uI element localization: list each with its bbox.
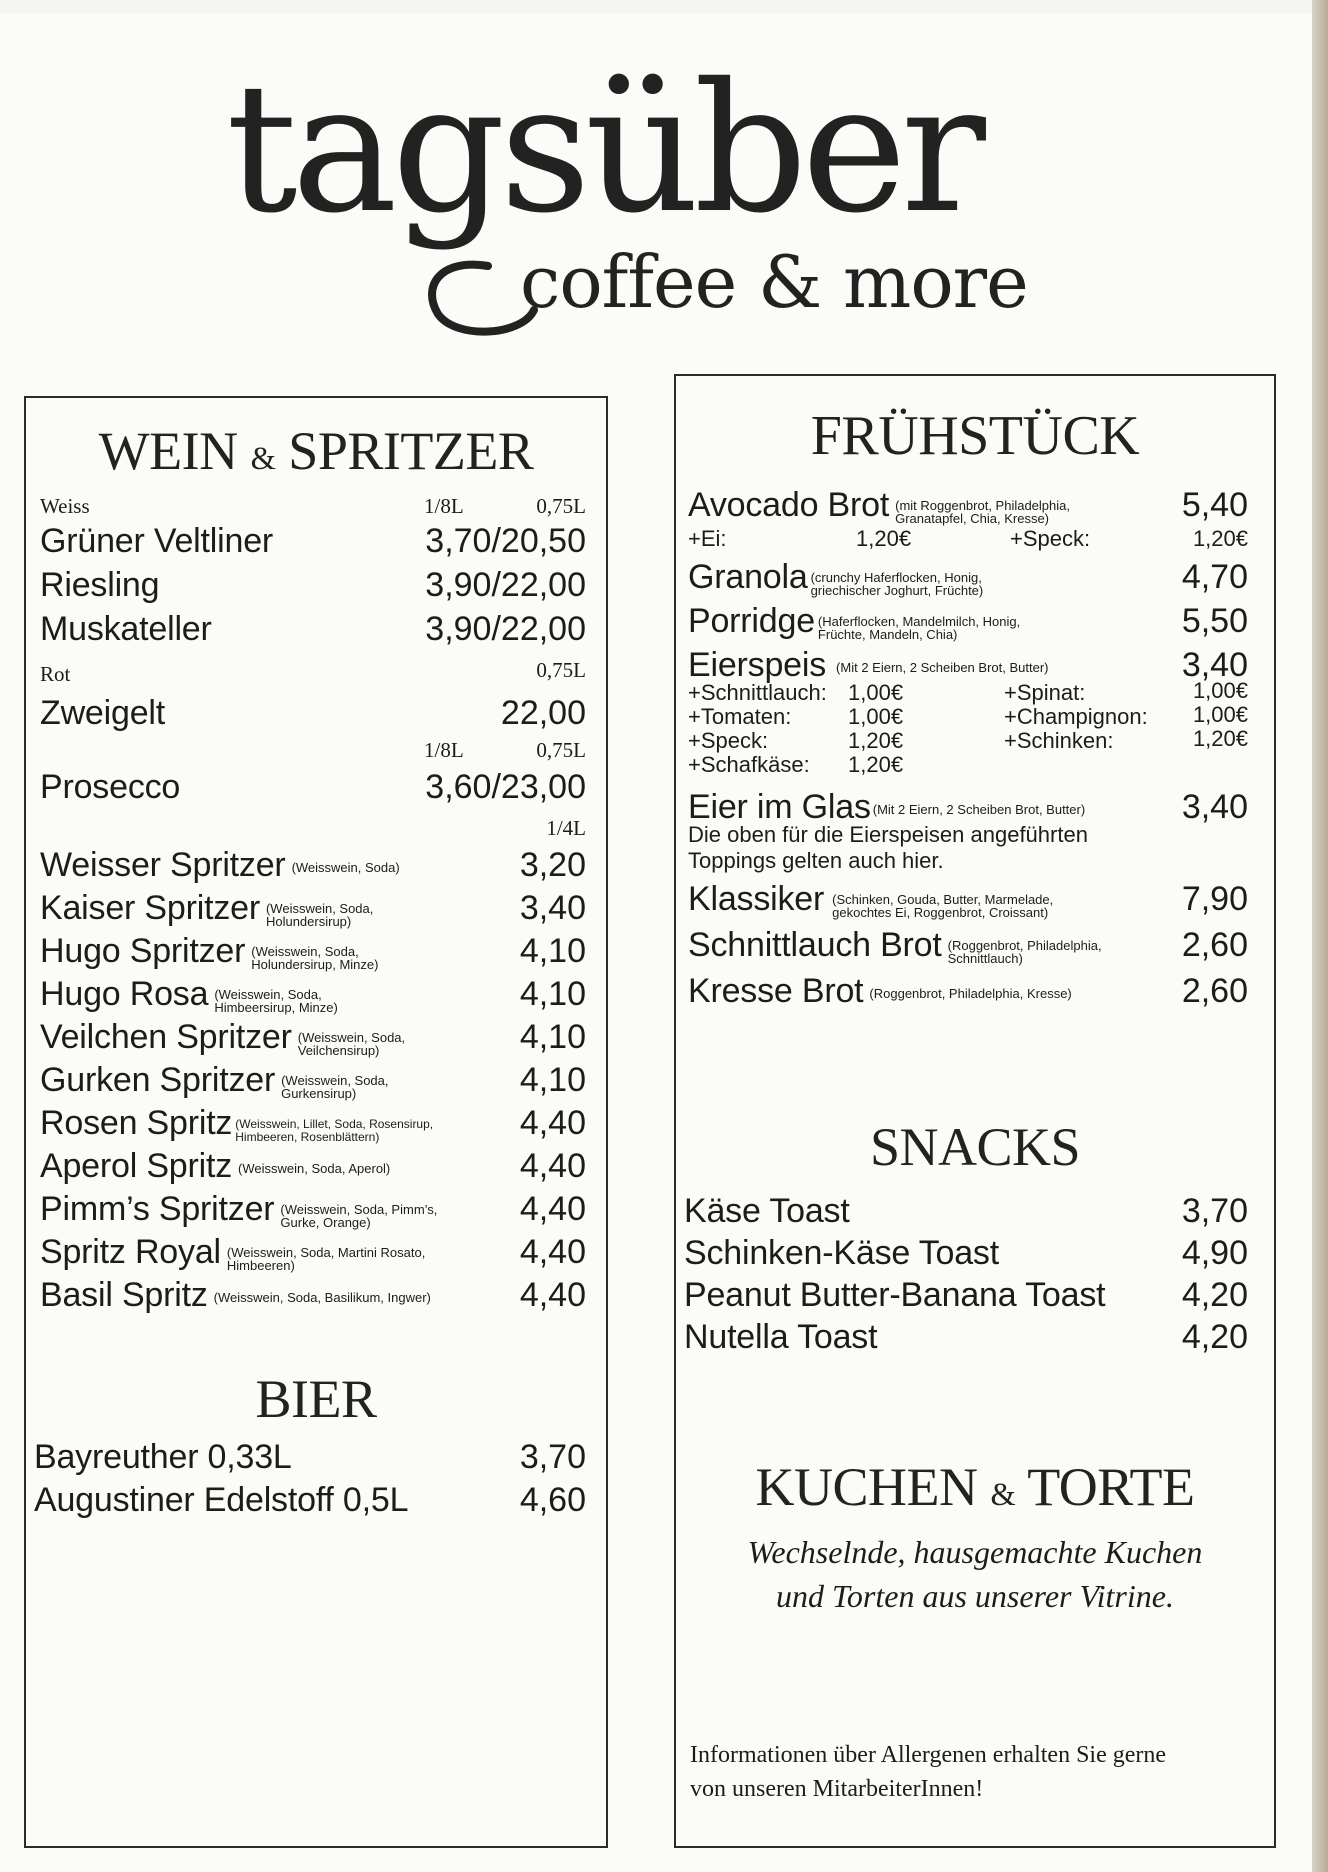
item-note-line: (Weisswein, Lillet, Soda, Rosensirup, [235, 1117, 434, 1131]
allergen-note-line: Informationen über Allergenen erhalten Sie gerne [690, 1742, 1167, 1768]
item-name: Schnittlauch Brot [688, 926, 942, 964]
bier-section-title: BIER [255, 1369, 377, 1429]
item-name: Peanut Butter-Banana Toast [684, 1276, 1106, 1314]
item-note-line: Holundersirup) [265, 914, 352, 929]
item-name: Kaiser Spritzer [40, 889, 260, 927]
item-price: 3,40 [1181, 788, 1248, 826]
item-price: 7,90 [1181, 880, 1248, 918]
item-name: Hugo Rosa [40, 975, 209, 1013]
topping-price: 1,00€ [848, 680, 904, 705]
list-item [684, 1318, 1248, 1358]
kuchen-description-line: Wechselnde, hausgemachte Kuchen [747, 1534, 1203, 1570]
item-note-line: (Mit 2 Eiern, 2 Scheiben Brot, Butter) [872, 802, 1086, 817]
item-note-line: (Weisswein, Soda, [265, 901, 374, 916]
topping-price: 1,20€ [848, 752, 904, 777]
item-note-line: (Weisswein, Soda, [214, 987, 322, 1002]
item-price: 4,10 [519, 1061, 586, 1099]
column-1-4l: 1/4L [546, 816, 586, 840]
item-note-line: Himbeeren) [226, 1258, 295, 1273]
item-name: Pimm’s Spritzer [40, 1190, 275, 1228]
list-item [684, 1234, 1248, 1274]
brand-name: tagsüber [226, 45, 980, 252]
item-note-line: Gurke, Orange) [280, 1215, 371, 1230]
list-item [34, 1438, 586, 1478]
item-price: 3,20 [519, 846, 586, 884]
item-note-line: (Roggenbrot, Philadelphia, Kresse) [869, 986, 1072, 1001]
item-price: 2,60 [1181, 972, 1248, 1010]
topping-label: +Champignon: [1004, 704, 1148, 729]
drinks-panel [24, 396, 608, 1848]
item-note-line: Granatapfel, Chia, Kresse) [895, 511, 1050, 526]
item-note-line: (Weisswein, Soda) [291, 860, 400, 875]
item-note-line: (Weisswein, Soda, Martini Rosato, [226, 1245, 426, 1260]
item-price: 3,90/22,00 [425, 566, 586, 604]
item-note-line: griechischer Joghurt, Früchte) [810, 583, 984, 598]
item-name: Klassiker [688, 880, 825, 918]
topping-price: 1,20€ [848, 728, 904, 753]
item-price: 4,90 [1181, 1234, 1248, 1272]
allergen-note [690, 1738, 1166, 1806]
item-name: Eierspeis [688, 646, 827, 684]
weiss-label: Weiss [40, 494, 90, 518]
extra-label: +Ei: [688, 526, 727, 551]
kuchen-section-title [676, 1456, 1274, 1518]
topping-price: 1,00€ [1192, 702, 1248, 727]
item-name: Bayreuther 0,33L [34, 1438, 292, 1476]
topping-label: +Schinken: [1004, 728, 1114, 753]
brand-logo [220, 45, 1080, 340]
item-price: 3,90/22,00 [425, 610, 586, 648]
eier-glas-info: Toppings gelten auch hier. [688, 848, 944, 873]
topping-label: +Tomaten: [688, 704, 792, 729]
item-name: Augustiner Edelstoff 0,5L [34, 1481, 409, 1519]
item-note-line: Veilchensirup) [297, 1043, 380, 1058]
item-price: 3,40 [519, 889, 586, 927]
topping-label: +Schafkäse: [688, 752, 810, 777]
item-name: Gurken Spritzer [40, 1061, 276, 1099]
item-name: Weisser Spritzer [40, 846, 286, 884]
item-note-line: (Weisswein, Soda, [281, 1073, 389, 1088]
list-item [684, 1192, 1248, 1232]
snacks-list [684, 376, 1248, 1846]
item-price: 4,40 [519, 1276, 586, 1314]
item-name: Granola [688, 558, 808, 596]
wein-title-amp: & [250, 441, 276, 477]
wein-title-part: WEIN [98, 421, 238, 481]
item-name: Grüner Veltliner [40, 522, 274, 560]
item-name: Porridge [688, 602, 815, 640]
item-name: Nutella Toast [684, 1318, 878, 1356]
item-note-line: (Weisswein, Soda, [297, 1030, 406, 1045]
table-edge [1312, 0, 1328, 1872]
item-name: Hugo Spritzer [40, 932, 246, 970]
item-price: 4,40 [519, 1233, 586, 1271]
item-name: Kresse Brot [688, 972, 864, 1010]
item-name: Riesling [40, 566, 160, 604]
item-price: 4,20 [1181, 1276, 1248, 1314]
item-name: Basil Spritz [40, 1276, 208, 1314]
column-075l: 0,75L [536, 658, 586, 682]
item-price: 3,70 [1181, 1192, 1248, 1230]
topping-price: 1,00€ [1192, 678, 1248, 703]
extra-price: 1,20€ [856, 526, 912, 551]
item-price: 4,20 [1181, 1318, 1248, 1356]
item-note-line: (mit Roggenbrot, Philadelphia, [895, 498, 1070, 513]
item-price: 4,40 [519, 1147, 586, 1185]
list-item [684, 1276, 1248, 1316]
topping-price: 1,20€ [1192, 726, 1248, 751]
item-name: Avocado Brot [688, 486, 890, 524]
topping-label: +Speck: [688, 728, 769, 753]
item-note-line: Himbeeren, Rosenblättern) [235, 1130, 380, 1144]
item-note-line: (Mit 2 Eiern, 2 Scheiben Brot, Butter) [836, 660, 1049, 675]
item-name: Aperol Spritz [40, 1147, 233, 1185]
item-price: 5,50 [1181, 602, 1248, 640]
item-price: 3,70/20,50 [425, 522, 586, 560]
item-note-line: Himbeersirup, Minze) [214, 1000, 338, 1015]
column-1-8l: 1/8L [424, 738, 464, 762]
item-note-line: Früchte, Mandeln, Chia) [817, 627, 958, 642]
item-note-line: (Schinken, Gouda, Butter, Marmelade, [832, 892, 1054, 907]
rot-label: Rot [40, 662, 71, 686]
item-note-line: (crunchy Haferflocken, Honig, [810, 570, 982, 585]
item-price: 22,00 [500, 694, 586, 732]
food-panel [674, 374, 1276, 1848]
item-note-line: (Roggenbrot, Philadelphia, [947, 938, 1102, 953]
column-075l: 0,75L [536, 738, 586, 762]
column-075l: 0,75L [536, 494, 586, 518]
item-price: 3,70 [519, 1438, 586, 1476]
item-note-line: Holundersirup, Minze) [251, 957, 379, 972]
topping-label: +Schnittlauch: [688, 680, 827, 705]
item-price: 4,70 [1181, 558, 1248, 596]
item-price: 4,40 [519, 1190, 586, 1228]
item-price: 5,40 [1181, 486, 1248, 524]
brand-tagline: coffee & more [520, 240, 1028, 324]
kuchen-description-line: und Torten aus unserer Vitrine. [776, 1578, 1174, 1614]
topping-label: +Spinat: [1004, 680, 1086, 705]
kuchen-description [676, 1530, 1274, 1618]
item-price: 4,10 [519, 1018, 586, 1056]
item-price: 4,10 [519, 975, 586, 1013]
item-note-line: Schnittlauch) [947, 951, 1023, 966]
allergen-note-line: von unseren MitarbeiterInnen! [690, 1776, 984, 1802]
item-price: 3,60/23,00 [425, 768, 586, 806]
item-name: Veilchen Spritzer [40, 1018, 292, 1056]
item-name: Eier im Glas [688, 788, 871, 826]
item-price: 3,40 [1181, 646, 1248, 684]
item-name: Rosen Spritz [40, 1104, 233, 1142]
item-note-line: (Weisswein, Soda, Aperol) [238, 1161, 391, 1176]
kuchen-title-part: KUCHEN [755, 1457, 978, 1517]
item-note-line: (Weisswein, Soda, [251, 944, 359, 959]
item-note-line: (Weisswein, Soda, Basilikum, Ingwer) [213, 1290, 431, 1305]
item-name: Spritz Royal [40, 1233, 221, 1271]
bier-list [34, 398, 586, 1846]
item-name: Käse Toast [684, 1192, 850, 1230]
item-note-line: gekochtes Ei, Roggenbrot, Croissant) [832, 905, 1049, 920]
topping-price: 1,00€ [848, 704, 904, 729]
list-item [34, 1481, 586, 1521]
item-price: 4,40 [519, 1104, 586, 1142]
item-name: Prosecco [40, 768, 181, 806]
eier-glas-info: Die oben für die Eierspeisen angeführten [688, 822, 1088, 847]
item-note-line: (Haferflocken, Mandelmilch, Honig, [817, 614, 1021, 629]
snacks-section-title: SNACKS [869, 1117, 1081, 1177]
item-name: Schinken-Käse Toast [684, 1234, 999, 1272]
fruehstueck-section-title: FRÜHSTÜCK [810, 405, 1140, 467]
item-name: Zweigelt [40, 694, 166, 732]
kuchen-title-amp: & [990, 1477, 1016, 1513]
item-price: 4,60 [519, 1481, 586, 1519]
item-price: 2,60 [1181, 926, 1248, 964]
item-note-line: (Weisswein, Soda, Pimm’s, [280, 1202, 438, 1217]
wein-title-part: SPRITZER [288, 421, 534, 481]
column-1-8l: 1/8L [424, 494, 464, 518]
kuchen-title-part: TORTE [1027, 1457, 1195, 1517]
item-price: 4,10 [519, 932, 586, 970]
item-name: Muskateller [40, 610, 212, 648]
item-note-line: Gurkensirup) [281, 1086, 357, 1101]
extra-label: +Speck: [1010, 526, 1091, 551]
extra-price: 1,20€ [1192, 526, 1248, 551]
